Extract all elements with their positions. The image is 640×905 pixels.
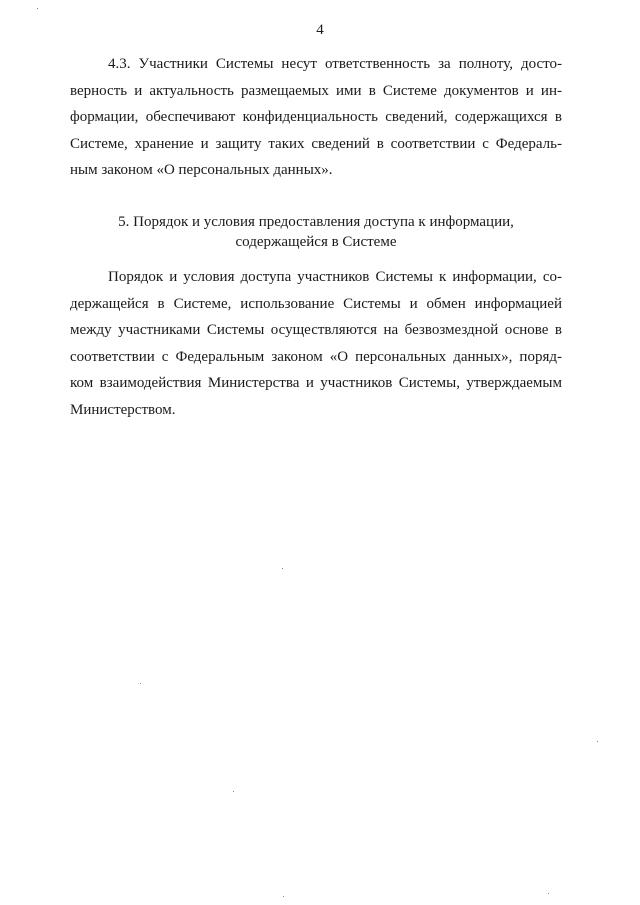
scan-speck [283, 896, 284, 897]
section-5-heading [70, 212, 562, 252]
scan-speck [548, 893, 549, 894]
clause-4-3-line: верность и актуальность размещаемых ими в Системе документов и ин- [70, 82, 562, 99]
clause-4-3-line: формации, обеспечивают конфиденциальность сведений, содержащихся в [70, 109, 562, 126]
scan-speck [597, 741, 598, 742]
scan-speck [37, 8, 38, 9]
section-5-paragraph [70, 264, 562, 424]
page-number: 4 [316, 22, 324, 38]
scan-speck [282, 568, 283, 569]
scan-speck [140, 683, 141, 684]
section-5-heading-line: содержащейся в Системе [235, 234, 397, 250]
section-5-line: Министерством. [70, 401, 176, 418]
clause-4-3-line: Системе, хранение и защиту таких сведений в соответствии с Федераль- [70, 135, 562, 152]
clause-4-3-line: ным законом «О персональных данных». [70, 162, 333, 179]
section-5-line: держащейся в Системе, использование Системы и обмен информацией [70, 295, 562, 312]
clause-4-3-line: 4.3. Участники Системы несут ответственность за полноту, досто- [108, 56, 562, 72]
clause-4-3-paragraph [70, 51, 562, 184]
section-5-line: Порядок и условия доступа участников Системы к информации, со- [108, 269, 562, 285]
section-5-heading-line: 5. Порядок и условия предоставления доступа к информации, [118, 214, 514, 230]
section-5-line: соответствии с Федеральным законом «О персональных данных», поряд- [70, 348, 562, 365]
section-5-line: между участниками Системы осуществляются на безвозмездной основе в [70, 322, 562, 339]
scan-speck [233, 791, 234, 792]
section-5-line: ком взаимодействия Министерства и участников Системы, утверждаемым [70, 375, 562, 392]
